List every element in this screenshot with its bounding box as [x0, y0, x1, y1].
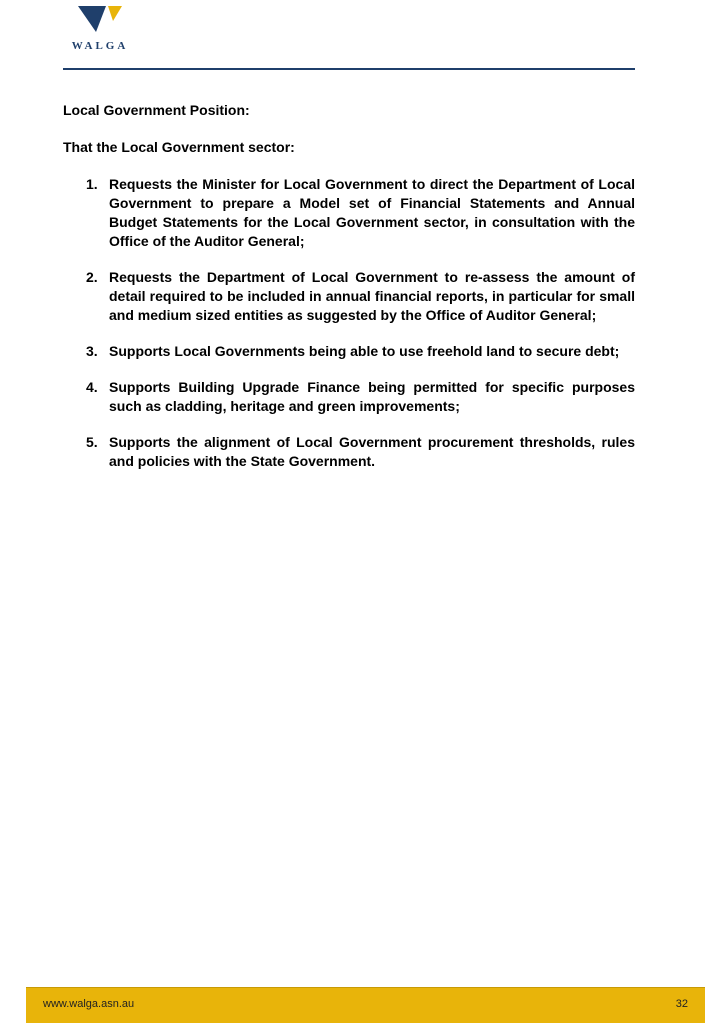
list-item: [63, 378, 635, 416]
walga-logo: [68, 6, 132, 54]
page-number: 32: [675, 998, 688, 1010]
position-list: [63, 175, 635, 471]
list-number: 5.: [86, 434, 98, 450]
list-item: [63, 268, 635, 325]
list-item-text: Requests the Minister for Local Government to direct the Department of Local Government to prepare a Model set of Financial Statements and Annual Budget Statements for the Local Government sector, in consultation with the Office of the Auditor General;: [109, 176, 635, 249]
list-number: 1.: [86, 176, 98, 192]
list-item: [63, 342, 635, 361]
list-item: [63, 175, 635, 251]
walga-logo-icon: [68, 6, 132, 40]
document-body: [63, 101, 635, 488]
list-item-text: Supports Building Upgrade Finance being permitted for specific purposes such as cladding, heritage and green improvements;: [109, 379, 635, 414]
list-item-text: Requests the Department of Local Government to re-assess the amount of detail required to be included in annual financial reports, in particular for small and medium sized entities as suggested by the Office of Auditor General;: [109, 269, 635, 323]
intro-text: That the Local Government sector:: [63, 139, 295, 155]
logo-text: WALGA: [71, 40, 129, 52]
list-item-text: Supports the alignment of Local Government procurement thresholds, rules and policies with the State Government.: [109, 434, 635, 469]
list-item-text: Supports Local Governments being able to use freehold land to secure debt;: [109, 343, 620, 359]
footer-bar: [26, 987, 705, 1023]
list-number: 4.: [86, 379, 98, 395]
list-number: 2.: [86, 269, 98, 285]
list-item: [63, 433, 635, 471]
header-divider: [63, 68, 635, 70]
section-heading: Local Government Position:: [63, 102, 250, 118]
footer-url[interactable]: www.walga.asn.au: [43, 998, 135, 1010]
list-number: 3.: [86, 343, 98, 359]
